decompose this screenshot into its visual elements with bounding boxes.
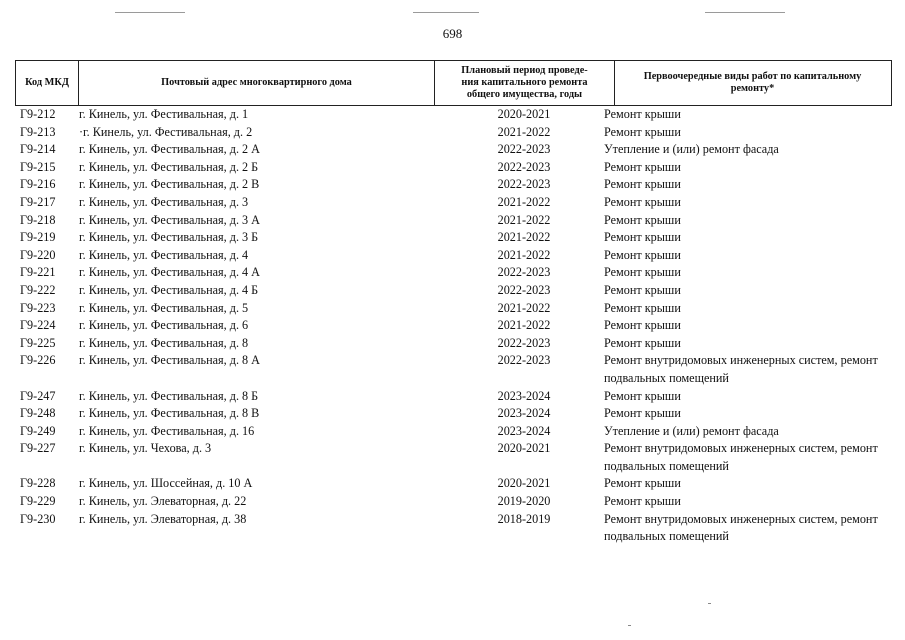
- table-row: [0, 388, 905, 406]
- row-code: Г9-227: [20, 441, 56, 456]
- row-address: г. Кинель, ул. Фестивальная, д. 8 В: [79, 406, 260, 421]
- row-address: г. Кинель, ул. Фестивальная, д. 8: [79, 335, 249, 350]
- table-row: [0, 141, 905, 159]
- table-row: [0, 300, 905, 318]
- row-period: 2020-2021: [497, 476, 551, 491]
- row-works: Ремонт внутридомовых инженерных систем, ремонт подвальных помещений: [604, 441, 878, 473]
- row-code: Г9-216: [20, 177, 56, 192]
- row-address: г. Кинель, ул. Фестивальная, д. 8 Б: [79, 388, 259, 403]
- table-row: [0, 440, 905, 475]
- row-code: Г9-214: [20, 142, 56, 157]
- row-address: г. Кинель, ул. Шоссейная, д. 10 А: [79, 476, 253, 491]
- row-address: г. Кинель, ул. Фестивальная, д. 4 Б: [79, 282, 259, 297]
- header-address: Почтовый адрес многоквартирного дома: [78, 61, 434, 105]
- table-row: [0, 247, 905, 265]
- table-row: [0, 317, 905, 335]
- table-row: [0, 335, 905, 353]
- row-code: Г9-212: [20, 107, 56, 121]
- row-code: Г9-221: [20, 265, 56, 280]
- row-period: 2023-2024: [497, 423, 551, 438]
- row-works: Утепление и (или) ремонт фасада: [604, 142, 779, 157]
- row-period: 2022-2023: [497, 282, 551, 297]
- row-code: Г9-215: [20, 159, 56, 174]
- row-code: Г9-226: [20, 353, 56, 368]
- row-works: Ремонт крыши: [604, 159, 681, 174]
- row-period: 2019-2020: [497, 494, 551, 509]
- row-address: г. Кинель, ул. Фестивальная, д. 3 Б: [79, 230, 259, 245]
- row-address: г. Кинель, ул. Фестивальная, д. 3: [79, 194, 249, 209]
- header-code: Код МКД: [25, 77, 69, 88]
- row-works: Ремонт крыши: [604, 230, 681, 245]
- table-row: [0, 475, 905, 493]
- row-works: Ремонт внутридомовых инженерных систем, ремонт подвальных помещений: [604, 353, 878, 385]
- row-period: 2022-2023: [497, 353, 551, 368]
- row-address: г. Кинель, ул. Фестивальная, д. 1: [79, 107, 249, 121]
- table-row: [0, 282, 905, 300]
- row-works: Ремонт крыши: [604, 335, 681, 350]
- scan-dot: [708, 603, 711, 604]
- row-works: Ремонт внутридомовых инженерных систем, ремонт подвальных помещений: [604, 511, 878, 544]
- scan-dot: [628, 625, 631, 626]
- scan-artifact-right: [705, 12, 785, 13]
- row-period: 2021-2022: [497, 318, 551, 333]
- row-code: Г9-224: [20, 318, 56, 333]
- table-row: [0, 264, 905, 282]
- header-period: Плановый период проведе- ния капитального ремонта общего имущества, годы: [434, 61, 614, 105]
- row-works: Ремонт крыши: [604, 300, 681, 315]
- row-period: 2020-2021: [497, 107, 551, 121]
- row-address: ·г. Кинель, ул. Фестивальная, д. 2: [79, 124, 253, 139]
- row-address: г. Кинель, ул. Элеваторная, д. 22: [79, 494, 247, 509]
- row-period: 2023-2024: [497, 406, 551, 421]
- row-address: г. Кинель, ул. Фестивальная, д. 2 Б: [79, 159, 259, 174]
- row-works: Ремонт крыши: [604, 388, 681, 403]
- row-works: Ремонт крыши: [604, 265, 681, 280]
- row-code: Г9-213: [20, 124, 56, 139]
- row-code: Г9-247: [20, 388, 56, 403]
- row-address: г. Кинель, ул. Фестивальная, д. 4 А: [79, 265, 260, 280]
- table-row: [0, 405, 905, 423]
- row-works: Ремонт крыши: [604, 406, 681, 421]
- row-works: Утепление и (или) ремонт фасада: [604, 423, 779, 438]
- row-period: 2020-2021: [497, 441, 551, 456]
- row-period: 2021-2022: [497, 124, 551, 139]
- row-period: 2021-2022: [497, 194, 551, 209]
- row-works: Ремонт крыши: [604, 124, 681, 139]
- row-period: 2022-2023: [497, 265, 551, 280]
- table-row: [0, 194, 905, 212]
- row-code: Г9-248: [20, 406, 56, 421]
- table-row: [0, 352, 905, 387]
- row-works: Ремонт крыши: [604, 494, 681, 509]
- row-period: 2021-2022: [497, 230, 551, 245]
- row-address: г. Кинель, ул. Фестивальная, д. 4: [79, 247, 249, 262]
- row-works: Ремонт крыши: [604, 212, 681, 227]
- table-row: [0, 212, 905, 230]
- row-address: г. Кинель, ул. Чехова, д. 3: [79, 441, 212, 456]
- row-code: Г9-228: [20, 476, 56, 491]
- table-row: [0, 176, 905, 194]
- row-address: г. Кинель, ул. Фестивальная, д. 16: [79, 423, 255, 438]
- table-row: [0, 159, 905, 177]
- table-row: [0, 423, 905, 441]
- row-code: Г9-220: [20, 247, 56, 262]
- row-works: Ремонт крыши: [604, 177, 681, 192]
- header-works: Первоочередные виды работ по капитальному ремонту*: [614, 61, 890, 105]
- row-code: Г9-219: [20, 230, 56, 245]
- table-header: [15, 60, 892, 106]
- row-period: 2022-2023: [497, 142, 551, 157]
- row-code: Г9-249: [20, 423, 56, 438]
- table-row: [0, 229, 905, 247]
- page-number: 698: [442, 26, 463, 41]
- scan-artifact-center: [413, 12, 479, 13]
- row-code: Г9-222: [20, 282, 56, 297]
- row-address: г. Кинель, ул. Фестивальная, д. 8 А: [79, 353, 260, 368]
- row-works: Ремонт крыши: [604, 247, 681, 262]
- row-period: 2023-2024: [497, 388, 551, 403]
- row-period: 2022-2023: [497, 335, 551, 350]
- scan-artifact-left: [115, 12, 185, 13]
- row-address: г. Кинель, ул. Фестивальная, д. 2 В: [79, 177, 260, 192]
- row-address: г. Кинель, ул. Фестивальная, д. 2 А: [79, 142, 260, 157]
- row-address: г. Кинель, ул. Фестивальная, д. 3 А: [79, 212, 260, 227]
- row-address: г. Кинель, ул. Фестивальная, д. 5: [79, 300, 249, 315]
- row-period: 2021-2022: [497, 300, 551, 315]
- row-works: Ремонт крыши: [604, 282, 681, 297]
- row-address: г. Кинель, ул. Элеваторная, д. 38: [79, 511, 247, 526]
- row-address: г. Кинель, ул. Фестивальная, д. 6: [79, 318, 249, 333]
- row-period: 2021-2022: [497, 247, 551, 262]
- row-period: 2018-2019: [497, 511, 551, 526]
- row-works: Ремонт крыши: [604, 194, 681, 209]
- row-code: Г9-223: [20, 300, 56, 315]
- row-period: 2022-2023: [497, 177, 551, 192]
- row-period: 2022-2023: [497, 159, 551, 174]
- row-code: Г9-230: [20, 511, 56, 526]
- table-row: [0, 511, 905, 546]
- table-row: [0, 106, 905, 124]
- row-works: Ремонт крыши: [604, 476, 681, 491]
- row-period: 2021-2022: [497, 212, 551, 227]
- table-row: [0, 493, 905, 511]
- row-code: Г9-225: [20, 335, 56, 350]
- table-row: [0, 124, 905, 142]
- table-body: [0, 106, 905, 546]
- row-code: Г9-217: [20, 194, 56, 209]
- row-code: Г9-229: [20, 494, 56, 509]
- row-works: Ремонт крыши: [604, 318, 681, 333]
- row-code: Г9-218: [20, 212, 56, 227]
- row-works: Ремонт крыши: [604, 107, 681, 121]
